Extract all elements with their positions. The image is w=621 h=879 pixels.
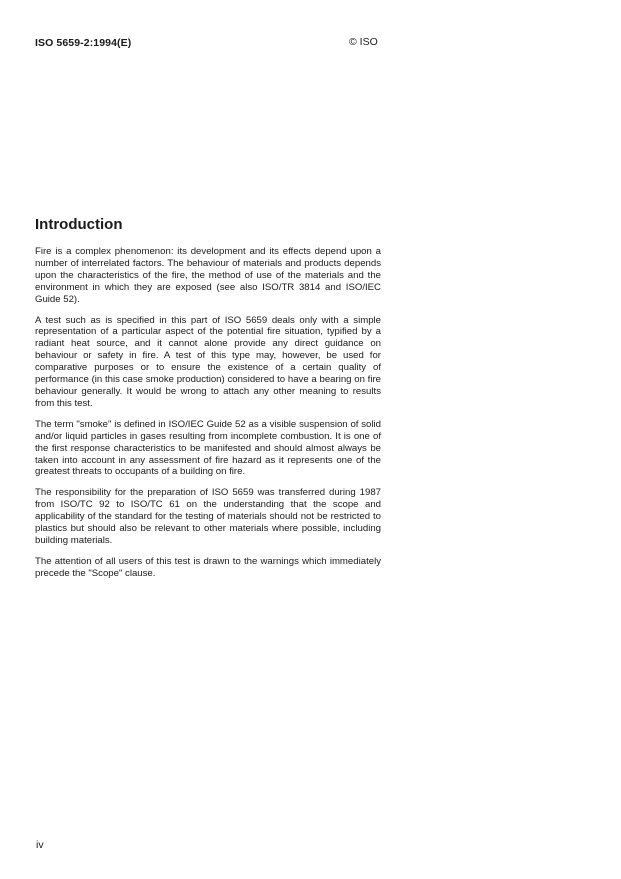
paragraph-4: The responsibility for the preparation of ISO 5659 was transferred during 1987 from ISO/TC 92 to ISO/TC 61 on the understanding that the scope and applicability of the standard for the testing of materials should not be restricted to plastics but should also be relevant to other materials where possible, including building materials. — [35, 487, 381, 546]
paragraph-3: The term "smoke" is defined in ISO/IEC Guide 52 as a visible suspension of solid and/or liquid particles in gases resulting from incomplete combustion. It is one of the first response characteristics to be manifested and should almost always be taken into account in any assessment of fire hazard as it represents one of the greatest threats to occupants of a building on fire. — [35, 418, 381, 478]
section-title: Introduction — [35, 216, 123, 233]
standard-identifier: ISO 5659-2:1994(E) — [35, 37, 132, 49]
paragraph-5: The attention of all users of this test is drawn to the warnings which immediately precede the "Scope" clause. — [35, 555, 381, 579]
page-number: iv — [36, 839, 44, 851]
introduction-body — [35, 246, 381, 589]
paragraph-1: Fire is a complex phenomenon: its development and its effects depend upon a number of interrelated factors. The behaviour of materials and products depends upon the characteristics of the fire, the method of use of the materials and the environment in which they are exposed (see also ISO/TR 3814 and ISO/IEC Guide 52). — [35, 246, 381, 305]
paragraph-2: A test such as is specified in this part of ISO 5659 deals only with a simple representation of a particular aspect of the potential fire situation, typified by a radiant heat source, and it cannot alone provide any direct guidance on behaviour or safety in fire. A test of this type may, however, be used for comparative purposes or to ensure the existence of a certain quality of performance (in this case smoke production) considered to have a bearing on fire behaviour generally. It would be wrong to attach any other meaning to results from this test. — [35, 314, 381, 409]
copyright-notice: © ISO — [349, 36, 378, 48]
